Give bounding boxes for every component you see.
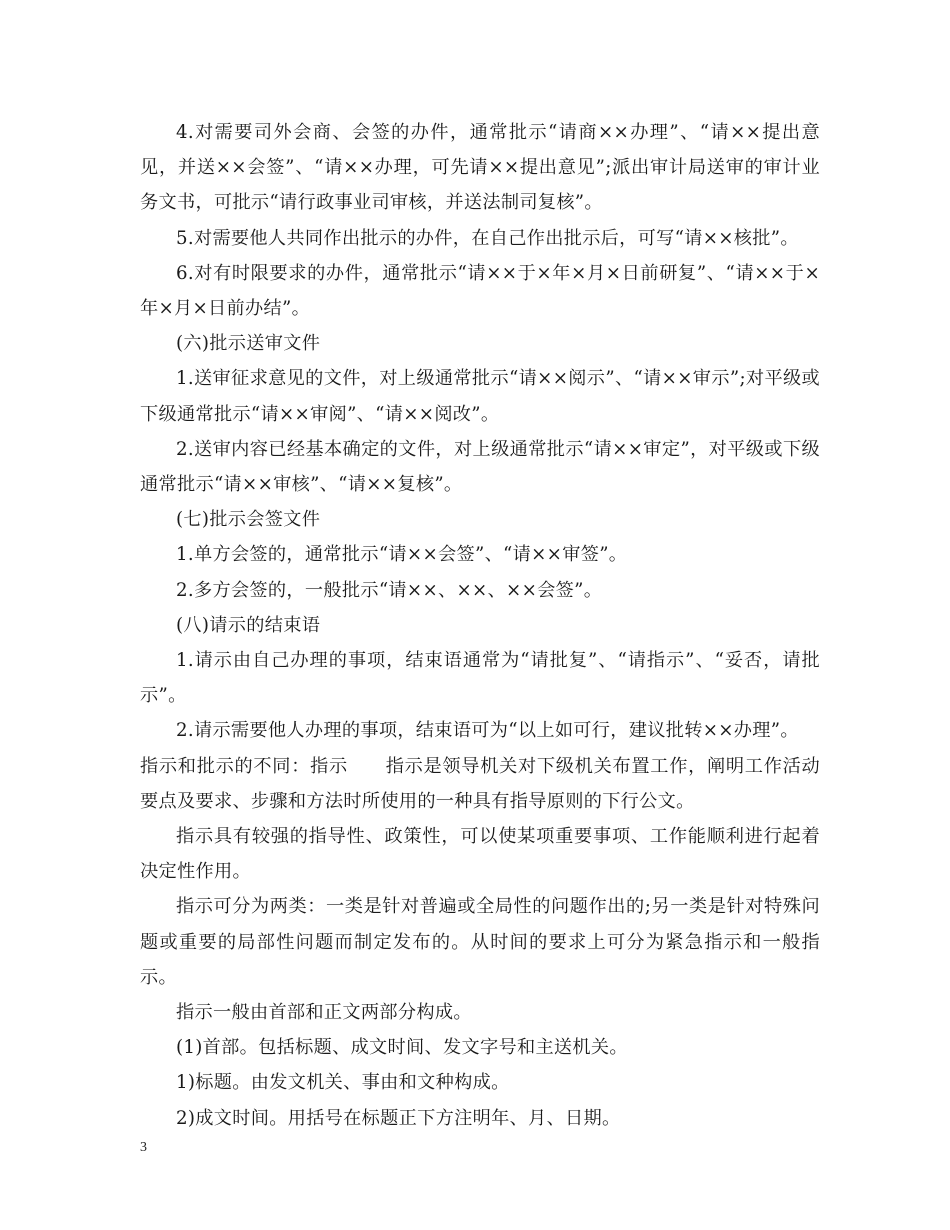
section-heading-7: (七)批示会签文件 bbox=[176, 509, 321, 531]
paragraph-item-5: 5.对需要他人共同作出批示的办件，在自己作出批示后，可写“请××核批”。 bbox=[176, 227, 799, 249]
section-heading-8: (八)请示的结束语 bbox=[176, 614, 321, 636]
paragraph-date-item: 2)成文时间。用括号在标题正下方注明年、月、日期。 bbox=[176, 1107, 621, 1129]
section-heading-6: (六)批示送审文件 bbox=[176, 333, 321, 355]
paragraph-8-2: 2.请示需要他人办理的事项，结束语可为“以上如可行，建议批转××办理”。 bbox=[176, 720, 799, 742]
paragraph-6-1: 1.送审征求意见的文件，对上级通常批示“请××阅示”、“请××审示”;对平级或下级通常批示“请××审阅”、“请××阅改”。 bbox=[140, 368, 820, 425]
paragraph-7-1: 1.单方会签的，通常批示“请××会签”、“请××审签”。 bbox=[176, 544, 628, 566]
paragraph-instruction-definition: 指示和批示的不同：指示 指示是领导机关对下级机关布置工作，阐明工作活动要点及要求、步骤和方法时所使用的一种具有指导原则的下行公文。 bbox=[140, 755, 820, 812]
paragraph-instruction-structure: 指示一般由首部和正文两部分构成。 bbox=[176, 1002, 472, 1024]
paragraph-instruction-types: 指示可分为两类：一类是针对普遍或全局性的问题作出的;另一类是针对特殊问题或重要的局部性问题而制定发布的。从时间的要求上可分为紧急指示和一般指示。 bbox=[140, 896, 820, 988]
body-text bbox=[140, 115, 820, 1136]
paragraph-title-item: 1)标题。由发文机关、事由和文种构成。 bbox=[176, 1072, 510, 1094]
paragraph-8-1: 1.请示由自己办理的事项，结束语通常为“请批复”、“请指示”、“妥否，请批示”。 bbox=[140, 650, 820, 707]
page-number: 3 bbox=[140, 1140, 147, 1155]
paragraph-item-4: 4.对需要司外会商、会签的办件，通常批示“请商××办理”、“请××提出意见，并送××会签”、“请××办理，可先请××提出意见”;派出审计局送审的审计业务文书，可批示“请行政事业司审核，并送法制司复核”。 bbox=[140, 122, 820, 214]
paragraph-header-part: (1)首部。包括标题、成文时间、发文字号和主送机关。 bbox=[176, 1037, 628, 1059]
paragraph-7-2: 2.多方会签的，一般批示“请××、××、××会签”。 bbox=[176, 579, 603, 601]
paragraph-item-6: 6.对有时限要求的办件，通常批示“请××于×年×月×日前研复”、“请××于×年×月×日前办结”。 bbox=[140, 262, 820, 320]
paragraph-6-2: 2.送审内容已经基本确定的文件，对上级通常批示“请××审定”，对平级或下级通常批示“请××审核”、“请××复核”。 bbox=[140, 438, 820, 496]
paragraph-instruction-nature: 指示具有较强的指导性、政策性，可以使某项重要事项、工作能顺利进行起着决定性作用。 bbox=[140, 826, 820, 883]
